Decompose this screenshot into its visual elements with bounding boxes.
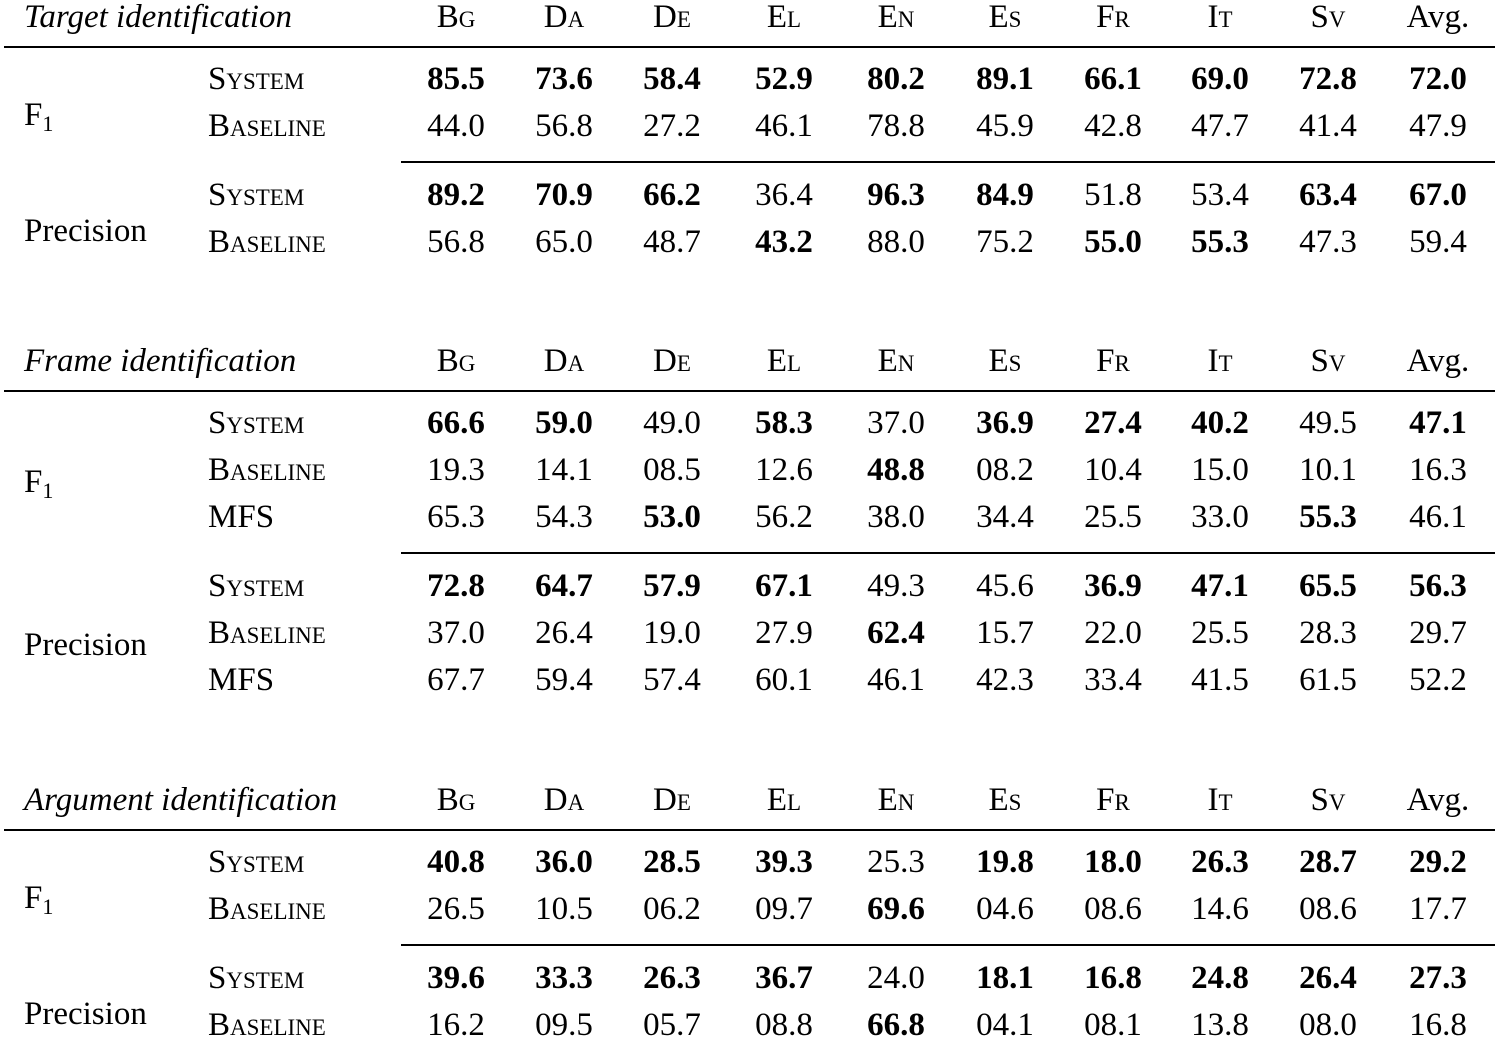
table-cell: 66.1 [1084, 61, 1142, 97]
model-name: Baseline [208, 224, 326, 260]
table-cell: 45.9 [976, 108, 1034, 144]
table-cell: 58.3 [755, 405, 813, 441]
metric-label [24, 879, 54, 919]
table-cell: 37.0 [427, 615, 485, 651]
column-header: Es [988, 782, 1022, 818]
metric-label [24, 464, 54, 503]
table-cell: 75.2 [976, 224, 1034, 260]
group-rule [401, 161, 1495, 163]
column-header: Avg. [1406, 782, 1470, 818]
table-cell: 46.1 [1409, 499, 1467, 535]
table-cell: 42.3 [976, 662, 1034, 698]
table-cell: 16.8 [1084, 960, 1142, 996]
metric-name: Precision [24, 627, 147, 663]
table-cell: 04.6 [976, 891, 1034, 927]
table-cell: 28.3 [1299, 615, 1357, 651]
table-cell: 65.5 [1299, 568, 1357, 604]
table-cell: 26.4 [1299, 960, 1357, 996]
table-cell: 67.1 [755, 568, 813, 604]
table-cell: 43.2 [755, 224, 813, 260]
table-cell: 47.3 [1299, 224, 1357, 260]
table-cell: 55.3 [1191, 224, 1249, 260]
table-cell: 25.5 [1084, 499, 1142, 535]
table-cell: 36.7 [755, 960, 813, 996]
table-cell: 40.8 [427, 844, 485, 880]
table-cell: 27.3 [1409, 960, 1467, 996]
table-cell: 84.9 [976, 177, 1034, 213]
metric-subscript: 1 [42, 893, 54, 919]
table-cell: 18.0 [1084, 844, 1142, 880]
model-name: Baseline [208, 891, 326, 927]
table-cell: 41.4 [1299, 108, 1357, 144]
column-header: Es [988, 0, 1022, 35]
table-cell: 16.3 [1409, 452, 1467, 488]
table-cell: 33.4 [1084, 662, 1142, 698]
metric-label [24, 214, 147, 248]
table-cell: 34.4 [976, 499, 1034, 535]
metric-subscript: 1 [42, 478, 54, 503]
table-cell: 58.4 [643, 61, 701, 97]
table-cell: 54.3 [535, 499, 593, 535]
group-rule [401, 944, 1495, 946]
table-cell: 62.4 [867, 615, 925, 651]
group-rule [401, 552, 1495, 554]
table-cell: 53.0 [643, 499, 701, 535]
column-header: De [653, 343, 691, 379]
table-cell: 85.5 [427, 61, 485, 97]
table-cell: 39.3 [755, 844, 813, 880]
column-header: Bg [436, 0, 476, 35]
table-cell: 08.0 [1299, 1007, 1357, 1043]
table-cell: 25.5 [1191, 615, 1249, 651]
model-name: System [208, 844, 305, 880]
model-name: Baseline [208, 615, 326, 651]
column-header: Da [543, 782, 585, 818]
table-cell: 63.4 [1299, 177, 1357, 213]
table-cell: 29.7 [1409, 615, 1467, 651]
column-header: Sv [1310, 782, 1346, 818]
column-header: El [766, 782, 802, 818]
column-header: En [877, 343, 915, 379]
model-name: MFS [208, 662, 275, 698]
table-cell: 40.2 [1191, 405, 1249, 441]
column-header: Es [988, 343, 1022, 379]
table-cell: 66.8 [867, 1007, 925, 1043]
table-cell: 56.8 [427, 224, 485, 260]
header-rule [4, 829, 1495, 831]
table-cell: 13.8 [1191, 1007, 1249, 1043]
table-cell: 26.3 [1191, 844, 1249, 880]
model-name: System [208, 177, 305, 213]
table-cell: 49.0 [643, 405, 701, 441]
column-header: El [766, 0, 802, 35]
table-cell: 66.2 [643, 177, 701, 213]
table-cell: 59.0 [535, 405, 593, 441]
column-header: El [766, 343, 802, 379]
table-cell: 70.9 [535, 177, 593, 213]
table-cell: 09.7 [755, 891, 813, 927]
table-cell: 12.6 [755, 452, 813, 488]
table-cell: 36.0 [535, 844, 593, 880]
metric-label [24, 628, 147, 662]
table-cell: 29.2 [1409, 844, 1467, 880]
table-cell: 15.7 [976, 615, 1034, 651]
table-cell: 44.0 [427, 108, 485, 144]
column-header: Sv [1310, 0, 1346, 35]
table-cell: 65.3 [427, 499, 485, 535]
section-title: Target identification [24, 0, 292, 35]
column-header: Avg. [1406, 343, 1470, 379]
table-cell: 28.5 [643, 844, 701, 880]
table-cell: 19.3 [427, 452, 485, 488]
model-name: Baseline [208, 108, 326, 144]
table-cell: 06.2 [643, 891, 701, 927]
column-header: De [653, 782, 691, 818]
column-header: Fr [1096, 0, 1130, 35]
table-cell: 67.0 [1409, 177, 1467, 213]
table-cell: 64.7 [535, 568, 593, 604]
table-cell: 60.1 [755, 662, 813, 698]
table-cell: 04.1 [976, 1007, 1034, 1043]
column-header: En [877, 782, 915, 818]
model-name: System [208, 61, 305, 97]
metric-label [24, 96, 54, 136]
table-cell: 52.9 [755, 61, 813, 97]
table-cell: 47.1 [1409, 405, 1467, 441]
table-cell: 48.7 [643, 224, 701, 260]
table-cell: 67.7 [427, 662, 485, 698]
column-header: En [877, 0, 915, 35]
table-cell: 08.8 [755, 1007, 813, 1043]
table-cell: 33.3 [535, 960, 593, 996]
table-cell: 45.6 [976, 568, 1034, 604]
metric-name: F [24, 464, 43, 500]
column-header: Fr [1096, 343, 1130, 379]
table-cell: 56.3 [1409, 568, 1467, 604]
table-cell: 42.8 [1084, 108, 1142, 144]
table-cell: 08.2 [976, 452, 1034, 488]
table-cell: 47.1 [1191, 568, 1249, 604]
column-header: Bg [436, 343, 476, 379]
table-cell: 14.1 [535, 452, 593, 488]
model-name: Baseline [208, 1007, 326, 1043]
table-cell: 49.5 [1299, 405, 1357, 441]
table-cell: 39.6 [427, 960, 485, 996]
column-header: Da [543, 343, 585, 379]
table-cell: 46.1 [755, 108, 813, 144]
table-cell: 89.2 [427, 177, 485, 213]
metric-name: F [24, 96, 43, 133]
table-cell: 65.0 [535, 224, 593, 260]
column-header: Fr [1096, 782, 1130, 818]
table-cell: 19.0 [643, 615, 701, 651]
table-cell: 36.9 [976, 405, 1034, 441]
table-cell: 61.5 [1299, 662, 1357, 698]
table-cell: 41.5 [1191, 662, 1249, 698]
header-rule [4, 390, 1495, 392]
table-cell: 72.8 [1299, 61, 1357, 97]
table-cell: 89.1 [976, 61, 1034, 97]
table-cell: 15.0 [1191, 452, 1249, 488]
table-cell: 69.0 [1191, 61, 1249, 97]
table-cell: 56.8 [535, 108, 593, 144]
table-cell: 72.8 [427, 568, 485, 604]
metric-name: Precision [24, 995, 147, 1032]
model-name: System [208, 405, 305, 441]
table-cell: 09.5 [535, 1007, 593, 1043]
table-cell: 19.8 [976, 844, 1034, 880]
table-cell: 08.5 [643, 452, 701, 488]
table-cell: 55.0 [1084, 224, 1142, 260]
table-cell: 18.1 [976, 960, 1034, 996]
table-cell: 22.0 [1084, 615, 1142, 651]
table-cell: 16.2 [427, 1007, 485, 1043]
column-header: Bg [436, 782, 476, 818]
table-cell: 49.3 [867, 568, 925, 604]
metric-name: F [24, 879, 43, 916]
table-cell: 46.1 [867, 662, 925, 698]
model-name: Baseline [208, 452, 326, 488]
table-cell: 27.9 [755, 615, 813, 651]
model-name: MFS [208, 499, 275, 535]
table-cell: 53.4 [1191, 177, 1249, 213]
table-cell: 36.4 [755, 177, 813, 213]
column-header: Sv [1310, 343, 1346, 379]
table-cell: 57.4 [643, 662, 701, 698]
table-cell: 26.3 [643, 960, 701, 996]
table-cell: 24.0 [867, 960, 925, 996]
table-cell: 17.7 [1409, 891, 1467, 927]
table-cell: 05.7 [643, 1007, 701, 1043]
table-cell: 72.0 [1409, 61, 1467, 97]
metric-subscript: 1 [42, 110, 54, 136]
table-cell: 48.8 [867, 452, 925, 488]
column-header: It [1207, 782, 1233, 818]
table-cell: 25.3 [867, 844, 925, 880]
table-cell: 27.2 [643, 108, 701, 144]
table-cell: 73.6 [535, 61, 593, 97]
table-cell: 69.6 [867, 891, 925, 927]
table-cell: 36.9 [1084, 568, 1142, 604]
section-title: Argument identification [24, 782, 338, 818]
table-cell: 47.9 [1409, 108, 1467, 144]
table-cell: 52.2 [1409, 662, 1467, 698]
table-cell: 37.0 [867, 405, 925, 441]
table-cell: 27.4 [1084, 405, 1142, 441]
table-cell: 24.8 [1191, 960, 1249, 996]
table-cell: 26.4 [535, 615, 593, 651]
table-cell: 38.0 [867, 499, 925, 535]
table-cell: 80.2 [867, 61, 925, 97]
table-cell: 08.6 [1299, 891, 1357, 927]
column-header: It [1207, 0, 1233, 35]
table-cell: 88.0 [867, 224, 925, 260]
column-header: Da [543, 0, 585, 35]
header-rule [4, 46, 1495, 48]
table-cell: 51.8 [1084, 177, 1142, 213]
table-cell: 96.3 [867, 177, 925, 213]
table-cell: 55.3 [1299, 499, 1357, 535]
table-cell: 10.1 [1299, 452, 1357, 488]
metric-name: Precision [24, 212, 147, 249]
table-cell: 14.6 [1191, 891, 1249, 927]
column-header: Avg. [1406, 0, 1470, 35]
table-cell: 66.6 [427, 405, 485, 441]
metric-label [24, 997, 147, 1031]
column-header: De [653, 0, 691, 35]
table-cell: 10.5 [535, 891, 593, 927]
table-cell: 08.6 [1084, 891, 1142, 927]
table-cell: 59.4 [535, 662, 593, 698]
table-cell: 33.0 [1191, 499, 1249, 535]
table-cell: 26.5 [427, 891, 485, 927]
table-cell: 78.8 [867, 108, 925, 144]
column-header: It [1207, 343, 1233, 379]
model-name: System [208, 568, 305, 604]
table-cell: 59.4 [1409, 224, 1467, 260]
table-cell: 28.7 [1299, 844, 1357, 880]
model-name: System [208, 960, 305, 996]
table-cell: 56.2 [755, 499, 813, 535]
section-title: Frame identification [24, 343, 297, 379]
table-cell: 16.8 [1409, 1007, 1467, 1043]
table-cell: 57.9 [643, 568, 701, 604]
table-cell: 08.1 [1084, 1007, 1142, 1043]
table-cell: 10.4 [1084, 452, 1142, 488]
table-cell: 47.7 [1191, 108, 1249, 144]
